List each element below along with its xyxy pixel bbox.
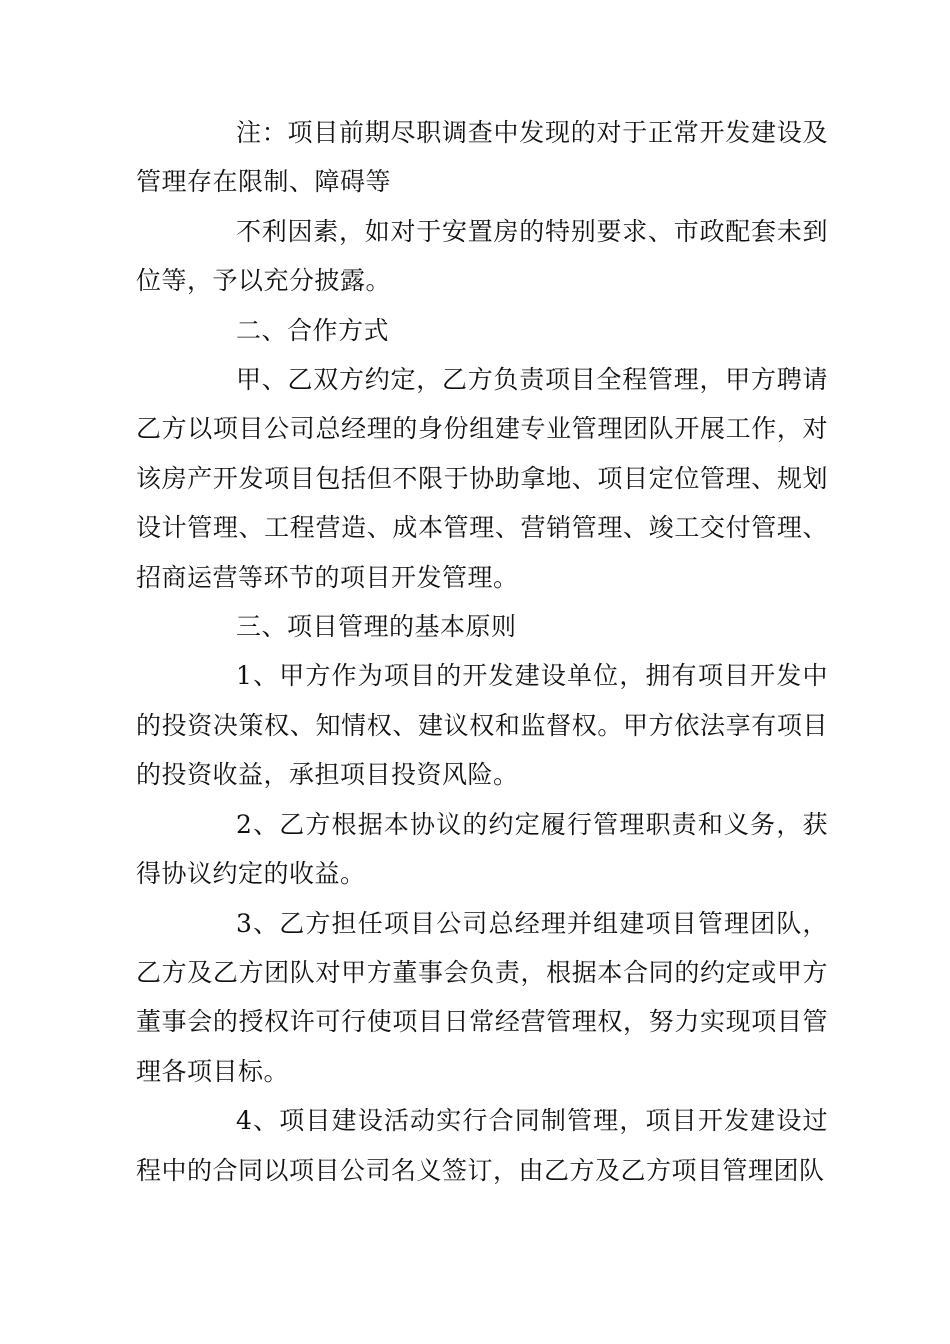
principle-item-2: 2、乙方根据本协议的约定履行管理职责和义务，获得协议约定的收益。: [136, 809, 828, 889]
section-heading-cooperation: 二、合作方式: [236, 315, 390, 345]
document-body: [136, 108, 828, 1195]
section-heading-principles: 三、项目管理的基本原则: [236, 612, 517, 642]
note-continuation-paragraph: 不利因素，如对于安置房的特别要求、市政配套未到位等，予以充分披露。: [136, 216, 828, 296]
cooperation-paragraph: 甲、乙双方约定，乙方负责项目全程管理，甲方聘请乙方以项目公司总经理的身份组建专业管理团队开展工作，对该房产开发项目包括但不限于协助拿地、项目定位管理、规划设计管理、工程营造、成本管理、营销管理、竣工交付管理、招商运营等环节的项目开发管理。: [136, 365, 828, 592]
note-paragraph: 注：项目前期尽职调查中发现的对于正常开发建设及管理存在限制、障碍等: [136, 118, 828, 197]
principle-item-1: 1、甲方作为项目的开发建设单位，拥有项目开发中的投资决策权、知情权、建议权和监督权。甲方依法享有项目的投资收益，承担项目投资风险。: [136, 661, 828, 790]
principle-item-3: 3、乙方担任项目公司总经理并组建项目管理团队，乙方及乙方团队对甲方董事会负责，根据本合同的约定或甲方董事会的授权许可行使项目日常经营管理权，努力实现项目管理各项目标。: [136, 908, 828, 1086]
principle-item-4: 4、项目建设活动实行合同制管理，项目开发建设过程中的合同以项目公司名义签订，由乙方及乙方项目管理团队: [136, 1106, 828, 1185]
